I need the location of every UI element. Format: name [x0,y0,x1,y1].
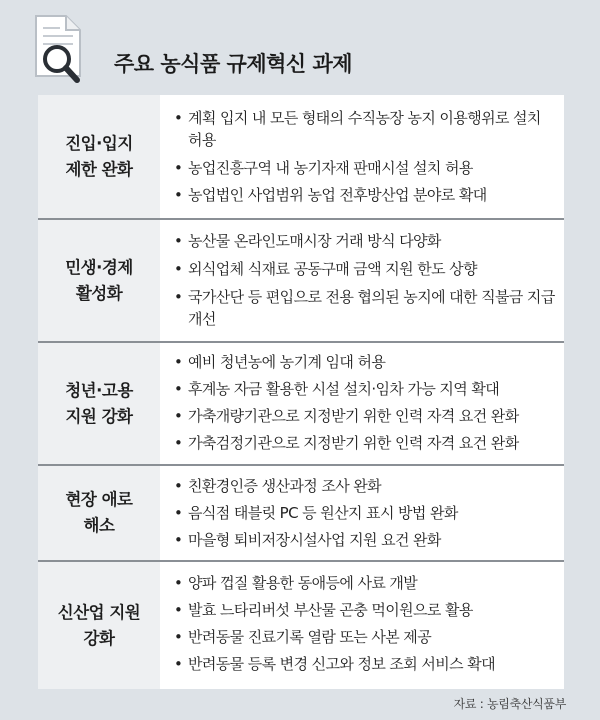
list-item [174,432,556,454]
category-cell [38,466,160,560]
bullet: • [174,434,183,452]
regulation-table [38,95,564,689]
items-cell [160,220,564,341]
item-text: 친환경인증 생산과정 조사 완화 [188,477,382,495]
list-item [174,107,556,151]
item-text: 외식업체 식재료 공동구매 금액 지원 한도 상향 [188,260,477,278]
table-row [38,466,564,560]
category-label: 현장 애로 해소 [65,490,133,535]
page-title: 주요 농식품 규제혁신 과제 [114,52,353,76]
bullet: • [174,531,183,549]
items-cell [160,562,564,689]
table-row [38,562,564,689]
bullet: • [174,109,183,127]
list-item [174,572,556,594]
item-text: 예비 청년농에 농기계 임대 허용 [188,353,386,371]
header [0,0,600,95]
list-item [174,653,556,675]
item-text: 가축개량기관으로 지정받기 위한 인력 자격 요건 완화 [188,407,519,425]
item-text: 국가산단 등 편입으로 전용 협의된 농지에 대한 직불금 지급 개선 [188,288,555,328]
item-text: 농업법인 사업범위 농업 전후방산업 분야로 확대 [188,186,487,204]
list-item [174,599,556,621]
category-label: 청년·고용 지원 강화 [65,380,133,426]
items-cell [160,343,564,464]
list-item [174,405,556,427]
list-item [174,286,556,330]
list-item [174,351,556,373]
list-item [174,475,556,497]
table-row [38,220,564,341]
category-label: 신산업 지원 강화 [57,602,141,648]
category-label: 진입·입지 제한 완화 [65,133,133,179]
item-text: 발효 느타리버섯 부산물 곤충 먹이원으로 활용 [188,601,473,619]
table-row [38,95,564,218]
table-row [38,343,564,464]
item-text: 음식점 태블릿 PC 등 원산지 표시 방법 완화 [188,504,458,522]
bullet: • [174,186,183,204]
bullet: • [174,353,183,371]
list-item [174,230,556,252]
item-text: 양파 껍질 활용한 동애등에 사료 개발 [188,574,418,592]
item-text: 반려동물 진료기록 열람 또는 사본 제공 [188,628,432,646]
item-text: 농산물 온라인도매시장 거래 방식 다양화 [188,232,441,250]
items-cell [160,466,564,560]
category-cell [38,220,160,341]
list-item [174,626,556,648]
source-credit: 자료 : 농림축산식품부 [453,697,566,711]
bullet: • [174,504,183,522]
bullet: • [174,628,183,646]
category-label: 민생·경제 활성화 [65,257,133,303]
bullet: • [174,380,183,398]
document-search-icon [30,14,85,86]
item-text: 계획 입지 내 모든 형태의 수직농장 농지 이용행위로 설치 허용 [188,109,541,149]
item-text: 반려동물 등록 변경 신고와 정보 조회 서비스 확대 [188,655,495,673]
bullet: • [174,655,183,673]
bullet: • [174,159,183,177]
bullet: • [174,288,183,306]
bullet: • [174,232,183,250]
category-cell [38,95,160,218]
item-text: 농업진흥구역 내 농기자재 판매시설 설치 허용 [188,159,473,177]
list-item [174,529,556,551]
bullet: • [174,601,183,619]
bullet: • [174,477,183,495]
list-item [174,157,556,179]
list-item [174,184,556,206]
category-cell [38,343,160,464]
bullet: • [174,574,183,592]
item-text: 마을형 퇴비저장시설사업 지원 요건 완화 [188,531,441,549]
bullet: • [174,407,183,425]
list-item [174,258,556,280]
item-text: 후계농 자금 활용한 시설 설치·임차 가능 지역 확대 [188,380,500,398]
category-cell [38,562,160,689]
items-cell [160,95,564,218]
list-item [174,378,556,400]
item-text: 가축검정기관으로 지정받기 위한 인력 자격 요건 완화 [188,434,519,452]
list-item [174,502,556,524]
bullet: • [174,260,183,278]
